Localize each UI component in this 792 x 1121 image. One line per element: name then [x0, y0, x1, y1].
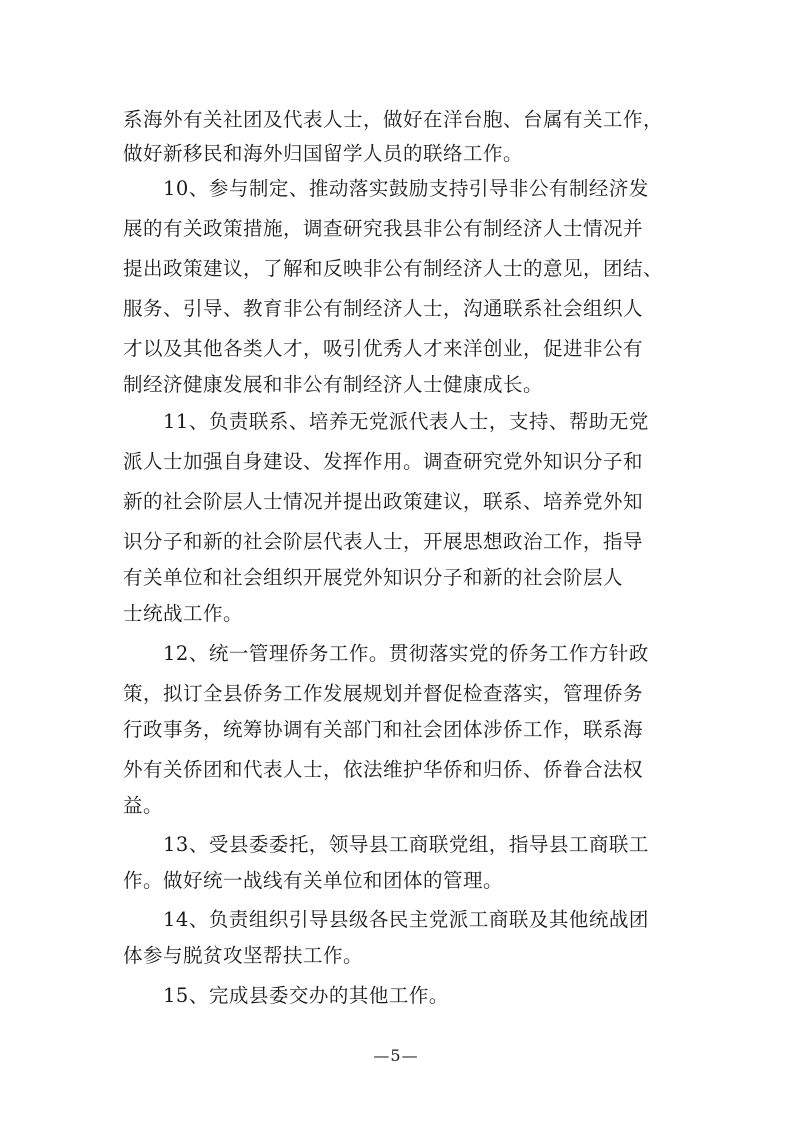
text-line: 才以及其他各类人才，吸引优秀人才来洋创业，促进非公有 [123, 337, 644, 360]
text-line: 外有关侨团和代表人士，依法维护华侨和归侨、侨眷合法权 [123, 758, 644, 781]
paragraph-10-start: 10、参与制定、推动落实鼓励支持引导非公有制经济发 [163, 177, 649, 200]
paragraph-11-start: 11、负责联系、培养无党派代表人士，支持、帮助无党 [163, 410, 649, 433]
text-line: 制经济健康发展和非公有制经济人士健康成长。 [123, 373, 544, 396]
text-line: 策，拟订全县侨务工作发展规划并督促检查落实，管理侨务 [123, 682, 644, 705]
text-line: 识分子和新的社会阶层代表人士，开展思想政治工作，指导 [123, 530, 644, 553]
page-number: —5— [373, 1046, 419, 1065]
text-line: 士统战工作。 [123, 602, 244, 625]
text-line: 有关单位和社会组织开展党外知识分子和新的社会阶层人 [123, 566, 624, 589]
paragraph-13-start: 13、受县委委托，领导县工商联党组，指导县工商联工 [163, 833, 649, 856]
text-line: 派人士加强自身建设、发挥作用。调查研究党外知识分子和 [123, 450, 644, 473]
text-line: 系海外有关社团及代表人士，做好在洋台胞、台属有关工作， [123, 108, 664, 131]
text-line: 行政事务，统筹协调有关部门和社会团体涉侨工作，联系海 [123, 718, 644, 741]
text-line: 作。做好统一战线有关单位和团体的管理。 [123, 869, 504, 892]
text-line: 新的社会阶层人士情况并提出政策建议，联系、培养党外知 [123, 490, 644, 513]
text-line: 益。 [123, 794, 164, 817]
paragraph-12-start: 12、统一管理侨务工作。贯彻落实党的侨务工作方针政 [163, 642, 649, 665]
text-line: 展的有关政策措施，调查研究我县非公有制经济人士情况并 [123, 217, 644, 240]
text-line: 做好新移民和海外归国留学人员的联络工作。 [123, 142, 524, 165]
text-line: 体参与脱贫攻坚帮扶工作。 [123, 944, 364, 967]
paragraph-15-start: 15、完成县委交办的其他工作。 [163, 984, 449, 1007]
text-line: 服务、引导、教育非公有制经济人士，沟通联系社会组织人 [123, 297, 644, 320]
paragraph-14-start: 14、负责组织引导县级各民主党派工商联及其他统战团 [163, 908, 649, 931]
text-line: 提出政策建议，了解和反映非公有制经济人士的意见，团结、 [123, 257, 664, 280]
